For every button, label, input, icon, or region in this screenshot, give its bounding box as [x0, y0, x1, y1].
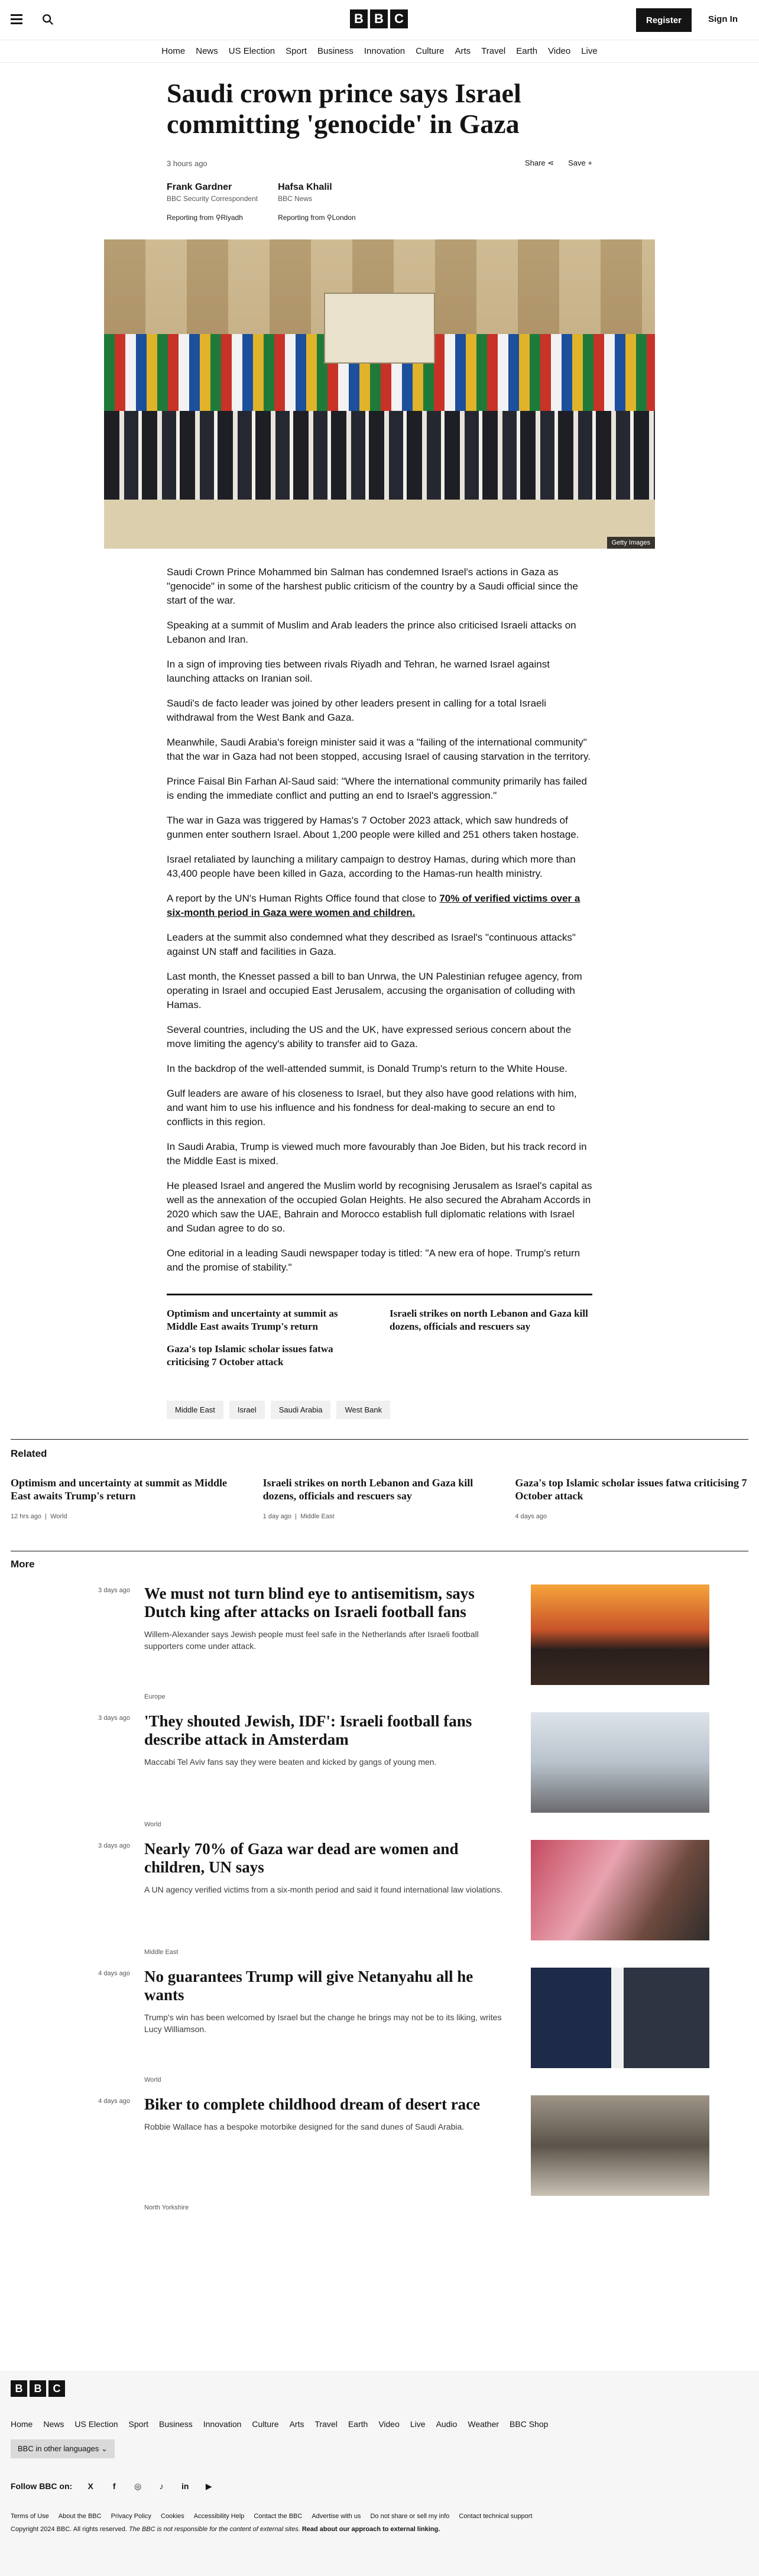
nav-item[interactable]: Business	[317, 46, 353, 56]
footer-link[interactable]: News	[43, 2419, 64, 2429]
related-heading: Related	[11, 1448, 47, 1459]
more-title: We must not turn blind eye to antisemitism, says Dutch king after attacks on Israeli football fans	[144, 1585, 475, 1621]
related-meta: 12 hrs ago | World	[11, 1513, 67, 1520]
more-category: World	[144, 1821, 161, 1828]
inline-related-link[interactable]: Israeli strikes on north Lebanon and Gaza kill dozens, officials and rescuers say	[390, 1308, 588, 1332]
more-thumbnail	[531, 1712, 709, 1813]
copyright-text: Copyright 2024 BBC. All rights reserved.	[11, 2526, 127, 2533]
paragraph: Israel retaliated by launching a military campaign to destroy Hamas, during which more than 43,400 people have been killed in Gaza, according to the Hamas-run health ministry.	[167, 854, 576, 879]
youtube-icon[interactable]: ▶	[205, 2481, 212, 2491]
timestamp: 3 hours ago	[167, 158, 207, 168]
more-card[interactable]	[70, 1840, 748, 1968]
nav-item[interactable]: US Election	[228, 46, 275, 56]
related-category: Middle East	[300, 1513, 335, 1520]
nav-item[interactable]: News	[196, 46, 218, 56]
hero-image	[104, 239, 655, 549]
logo-letter: C	[390, 9, 408, 28]
footer-link[interactable]: US Election	[74, 2419, 118, 2429]
more-summary: Robbie Wallace has a bespoke motorbike designed for the sand dunes of Saudi Arabia.	[144, 2122, 465, 2131]
footer-link[interactable]: Audio	[436, 2419, 458, 2429]
other-languages-button[interactable]	[11, 2439, 115, 2458]
related-time: 1 day ago	[262, 1513, 291, 1520]
inline-related-link[interactable]: Optimism and uncertainty at summit as Middle East awaits Trump's return	[167, 1308, 338, 1332]
related-meta: 1 day ago | Middle East	[262, 1513, 335, 1520]
more-category: Europe	[144, 1693, 166, 1700]
topic-tag[interactable]: West Bank	[336, 1401, 390, 1419]
author-location	[167, 213, 258, 222]
more-card[interactable]	[70, 2095, 748, 2223]
author-role: BBC News	[278, 195, 313, 203]
menu-icon[interactable]	[11, 14, 22, 24]
facebook-icon[interactable]: f	[112, 2481, 116, 2491]
location-prefix: Reporting from	[167, 213, 214, 222]
author	[278, 182, 356, 222]
more-category: Middle East	[144, 1949, 179, 1956]
paragraph: He pleased Israel and angered the Muslim world by recognising Jerusalem as Israel's capital as well as the annexation of the occupied Golan Heights. He also secured the Abraham Accords in 2020 which saw the UAE, Bahrain and Morocco establish full diplomatic relations with Israel and Sudan agree to do so.	[167, 1180, 592, 1234]
disclaimer-text: The BBC is not responsible for the content of external sites.	[128, 2526, 300, 2533]
legal-link[interactable]: Terms of Use	[11, 2513, 49, 2520]
byline	[167, 182, 592, 222]
article-header	[167, 78, 592, 222]
more-summary: A UN agency verified victims from a six-month period and said it found international law violations.	[144, 1885, 503, 1894]
location-name: Riyadh	[220, 213, 243, 222]
paragraph: In a sign of improving ties between rivals Riyadh and Tehran, he warned Israel against launching attacks on Iranian soil.	[167, 659, 550, 684]
footer-link[interactable]: Live	[410, 2419, 426, 2429]
x-icon[interactable]: X	[87, 2481, 93, 2491]
related-card[interactable]	[515, 1476, 748, 1520]
more-date: 3 days ago	[98, 1587, 130, 1594]
more-title: No guarantees Trump will give Netanyahu all he wants	[144, 1968, 473, 2004]
legal-link[interactable]: Contact the BBC	[254, 2513, 303, 2520]
more-date: 4 days ago	[98, 1970, 130, 1977]
share-label: Share	[524, 158, 546, 167]
more-thumbnail	[531, 2095, 709, 2196]
footer-link[interactable]: Earth	[348, 2419, 368, 2429]
article-meta	[167, 158, 592, 168]
related-card[interactable]	[11, 1476, 244, 1520]
external-linking-link[interactable]: Read about our approach to external linking.	[301, 2526, 440, 2533]
instagram-icon[interactable]: ◎	[134, 2481, 142, 2491]
inline-related-section	[167, 1294, 592, 1419]
image-credit: Getty Images	[607, 537, 655, 549]
more-title: 'They shouted Jewish, IDF': Israeli football fans describe attack in Amsterdam	[144, 1712, 472, 1748]
save-button[interactable]	[568, 158, 592, 168]
logo-letter: B	[11, 2380, 27, 2397]
paragraph: Gulf leaders are aware of his closeness to Israel, but they also have good relations with him, and want him to use his influence and his fondness for deal-making to secure an end to conflicts in this region.	[167, 1088, 577, 1127]
nav-item[interactable]: Home	[161, 46, 186, 56]
legal-link[interactable]: About the BBC	[58, 2513, 102, 2520]
paragraph: Speaking at a summit of Muslim and Arab leaders the prince also criticised Israeli attacks on Lebanon and Iran.	[167, 620, 576, 645]
paragraph: In the backdrop of the well-attended summit, is Donald Trump's return to the White House.	[167, 1063, 567, 1074]
paragraph: Prince Faisal Bin Farhan Al-Saud said: "Where the international community primarily has failed is ending the immediate conflict and putting an end to Israel's aggression."	[167, 776, 587, 801]
linkedin-icon[interactable]: in	[181, 2481, 189, 2491]
more-thumbnail	[531, 1585, 709, 1685]
paragraph: Leaders at the summit also condemned what they described as Israel's "continuous attacks" against UN staff and facilities in Gaza.	[167, 932, 576, 957]
more-heading: More	[11, 1558, 35, 1570]
un-report-link[interactable]: 70% of verified victims over a six-month period in Gaza were women and children.	[167, 893, 580, 918]
topic-tags	[167, 1401, 592, 1419]
legal-link[interactable]: Privacy Policy	[111, 2513, 152, 2520]
legal-link[interactable]: Accessibility Help	[193, 2513, 245, 2520]
paragraph: Saudi Crown Prince Mohammed bin Salman has condemned Israel's actions in Gaza as "genocide" in some of the harshest public criticism of the country by a Saudi official since the start of the war.	[167, 566, 578, 606]
main-nav	[0, 40, 759, 63]
copyright	[11, 2526, 748, 2533]
more-title: Biker to complete childhood dream of desert race	[144, 2095, 481, 2113]
paragraph: Meanwhile, Saudi Arabia's foreign minister said it was a "failing of the international community" that the war in Gaza had not been stopped, accusing Israel of causing starvation in the territory.	[167, 737, 591, 762]
related-time: 12 hrs ago	[11, 1513, 41, 1520]
more-thumbnail	[531, 1968, 709, 2068]
author-name[interactable]: Frank Gardner	[167, 182, 232, 192]
logo-letter: B	[350, 9, 368, 28]
related-section	[0, 1439, 759, 1520]
related-title: Optimism and uncertainty at summit as Middle East awaits Trump's return	[11, 1477, 228, 1502]
nav-item[interactable]: Innovation	[364, 46, 406, 56]
logo-letter: C	[48, 2380, 65, 2397]
footer-nav	[11, 2419, 748, 2429]
more-summary: Maccabi Tel Aviv fans say they were beaten and kicked by gangs of young men.	[144, 1757, 437, 1767]
paragraph	[167, 892, 592, 920]
footer-link[interactable]: Business	[159, 2419, 193, 2429]
more-date: 3 days ago	[98, 1715, 130, 1722]
more-card[interactable]	[70, 1585, 748, 1712]
register-button[interactable]: Register	[636, 8, 692, 32]
topic-tag[interactable]: Middle East	[167, 1401, 223, 1419]
logo-letter: B	[370, 9, 388, 28]
more-date: 3 days ago	[98, 1842, 130, 1849]
author-role: BBC Security Correspondent	[167, 195, 258, 203]
legal-link[interactable]: Advertise with us	[312, 2513, 361, 2520]
paragraph: In Saudi Arabia, Trump is viewed much more favourably than Joe Biden, but his track record in the Middle East is mixed.	[167, 1141, 587, 1167]
footer-link[interactable]: BBC Shop	[510, 2419, 549, 2429]
more-summary: Willem-Alexander says Jewish people must feel safe in the Netherlands after Israeli football supporters come under attack.	[144, 1629, 479, 1651]
save-label: Save	[568, 158, 586, 167]
article-body	[167, 565, 592, 1275]
footer-link[interactable]: Culture	[252, 2419, 279, 2429]
topic-tag[interactable]: Saudi Arabia	[271, 1401, 331, 1419]
nav-item[interactable]: Video	[548, 46, 571, 56]
logo-letter: B	[30, 2380, 46, 2397]
share-icon: ⋖	[547, 158, 554, 167]
plus-icon: +	[588, 158, 592, 167]
author	[167, 182, 258, 222]
location-name: London	[332, 213, 356, 222]
more-date: 4 days ago	[98, 2098, 130, 2105]
chevron-down-icon: ⌄	[100, 2444, 108, 2453]
footer-link[interactable]: Weather	[468, 2419, 499, 2429]
topic-tag[interactable]: Israel	[229, 1401, 265, 1419]
paragraph: Saudi's de facto leader was joined by other leaders present in calling for a total Israeli withdrawal from the West Bank and Gaza.	[167, 698, 547, 723]
legal-link[interactable]: Contact technical support	[459, 2513, 533, 2520]
related-time: 4 days ago	[515, 1513, 547, 1520]
more-card[interactable]	[70, 1968, 748, 2095]
nav-item[interactable]: Arts	[455, 46, 471, 56]
related-meta	[515, 1513, 748, 1520]
search-icon[interactable]	[41, 13, 54, 26]
nav-item[interactable]: Travel	[481, 46, 506, 56]
more-card[interactable]	[70, 1712, 748, 1840]
more-category: World	[144, 2076, 161, 2084]
nav-item[interactable]: Sport	[286, 46, 307, 56]
top-bar	[0, 0, 759, 40]
footer	[0, 2371, 759, 2576]
share-button[interactable]	[525, 158, 554, 168]
language-button-label: BBC in other languages	[18, 2444, 99, 2453]
follow-label: Follow BBC on:	[11, 2481, 73, 2491]
location-pin-icon: ⚲	[215, 213, 221, 222]
follow-bar	[11, 2481, 748, 2491]
author-location	[278, 213, 356, 222]
author-name[interactable]: Hafsa Khalil	[278, 182, 332, 192]
tiktok-icon[interactable]: ♪	[159, 2481, 164, 2491]
footer-link[interactable]: Travel	[314, 2419, 338, 2429]
headline: Saudi crown prince says Israel committing 'genocide' in Gaza	[167, 78, 521, 139]
footer-link[interactable]: Video	[378, 2419, 400, 2429]
legal-links	[11, 2513, 748, 2520]
footer-link[interactable]: Sport	[128, 2419, 148, 2429]
bbc-logo[interactable]	[350, 9, 408, 28]
legal-link[interactable]: Do not share or sell my info	[370, 2513, 450, 2520]
paragraph: Several countries, including the US and the UK, have expressed serious concern about the move limiting the agency's ability to transfer aid to Gaza.	[167, 1024, 572, 1049]
footer-link[interactable]: Home	[11, 2419, 33, 2429]
more-category: North Yorkshire	[144, 2204, 189, 2211]
paragraph: One editorial in a leading Saudi newspaper today is titled: "A new era of hope. Trump's return and the promise of stability."	[167, 1248, 580, 1273]
related-category: World	[50, 1513, 67, 1520]
more-section	[0, 1551, 759, 2223]
paragraph-text: A report by the UN's Human Rights Office found that close to	[167, 893, 440, 904]
nav-item[interactable]: Live	[581, 46, 598, 56]
paragraph: Last month, the Knesset passed a bill to ban Unrwa, the UN Palestinian refugee agency, from operating in Israel and occupied East Jerusalem, accusing the organisation of colluding with Hamas.	[167, 971, 582, 1010]
legal-link[interactable]: Cookies	[161, 2513, 184, 2520]
related-title: Israeli strikes on north Lebanon and Gaza kill dozens, officials and rescuers say	[262, 1477, 473, 1502]
more-title: Nearly 70% of Gaza war dead are women and children, UN says	[144, 1840, 459, 1876]
nav-item[interactable]: Earth	[516, 46, 538, 56]
sign-in-link[interactable]: Sign In	[708, 14, 738, 24]
inline-related-link[interactable]: Gaza's top Islamic scholar issues fatwa criticising 7 October attack	[167, 1343, 333, 1368]
more-summary: Trump's win has been welcomed by Israel but the change he brings may not be to its liking, writes Lucy Williamson.	[144, 2013, 502, 2034]
footer-link[interactable]: Arts	[289, 2419, 304, 2429]
footer-link[interactable]: Innovation	[203, 2419, 242, 2429]
location-prefix: Reporting from	[278, 213, 325, 222]
location-pin-icon: ⚲	[326, 213, 332, 222]
more-thumbnail	[531, 1840, 709, 1940]
footer-bbc-logo[interactable]	[11, 2380, 748, 2397]
related-card[interactable]	[263, 1476, 497, 1520]
paragraph: The war in Gaza was triggered by Hamas's 7 October 2023 attack, which saw hundreds of gunmen enter southern Israel. About 1,200 people were killed and 251 others taken hostage.	[167, 815, 579, 840]
nav-item[interactable]: Culture	[416, 46, 445, 56]
related-title: Gaza's top Islamic scholar issues fatwa criticising 7 October attack	[515, 1477, 747, 1502]
